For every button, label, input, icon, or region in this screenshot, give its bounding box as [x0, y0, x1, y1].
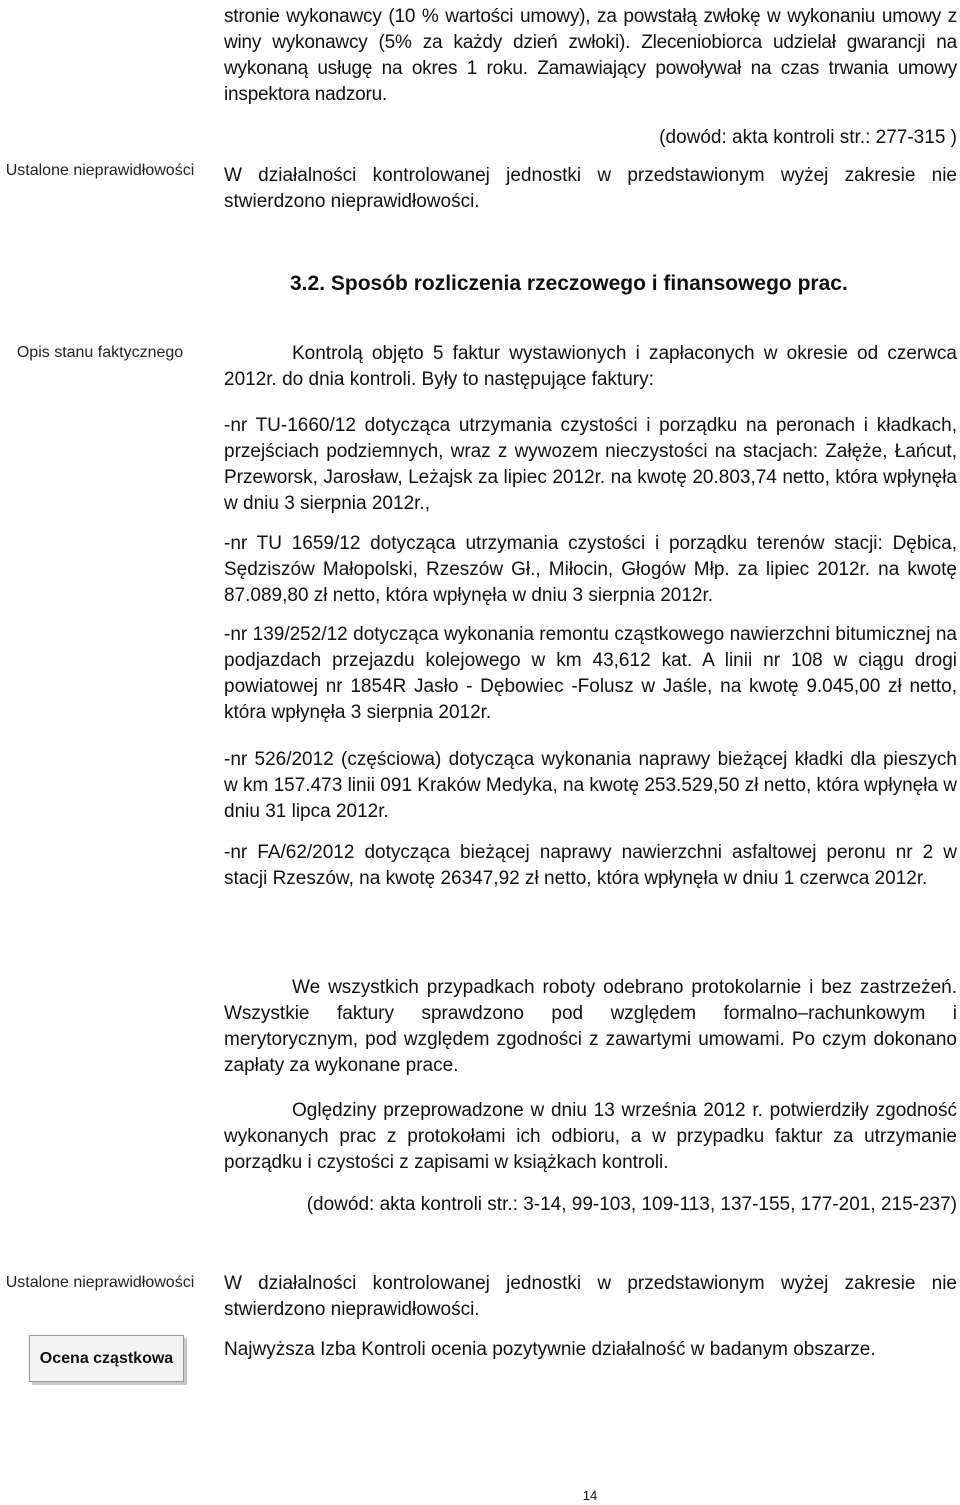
- sidebar-label-facts: Opis stanu faktycznego: [16, 344, 184, 361]
- partial-assessment-box: [29, 1335, 184, 1382]
- finding-paragraph-2: W działalności kontrolowanej jednostki w przedstawionym wyżej zakresie nie stwierdzono nieprawidłowości.: [224, 1273, 957, 1320]
- invoice-item-1: -nr TU-1660/12 dotycząca utrzymania czystości i porządku na peronach i kładkach, przejściach podziemnych, wraz z wywozem nieczystości na stacjach: Załęże, Łańcut, Przeworsk, Jarosław, Leżajsk za lipiec 2012r. na kwotę 20.803,74 netto, która wpłynęła w dniu 3 sierpnia 2012r.,: [224, 415, 957, 514]
- control-scope-paragraph: Kontrolą objęto 5 faktur wystawionych i zapłaconych w okresie od czerwca 2012r. do dnia kontroli. Były to następujące faktury:: [224, 343, 957, 390]
- inspection-paragraph: Oględziny przeprowadzone w dniu 13 września 2012 r. potwierdziły zgodność wykonanych prac z protokołami ich odbioru, a w przypadku faktur za utrzymanie porządku i czystości z zapisami w książkach kontroli.: [224, 1100, 957, 1173]
- evidence-reference-1: (dowód: akta kontroli str.: 277-315 ): [659, 127, 957, 148]
- sidebar-label-findings: Ustalone nieprawidłowości: [5, 162, 195, 179]
- invoice-item-3: -nr 139/252/12 dotycząca wykonania remontu cząstkowego nawierzchni bitumicznej na podjazdach przejazdu kolejowego w km 43,612 kat. A linii nr 108 w ciągu drogi powiatowej nr 1854R Jasło - Dębowiec -Folusz w Jaśle, na kwotę 9.045,00 zł netto, która wpłynęła 3 sierpnia 2012r.: [224, 624, 957, 723]
- finding-paragraph-1: W działalności kontrolowanej jednostki w przedstawionym wyżej zakresie nie stwierdzono nieprawidłowości.: [224, 165, 957, 212]
- invoice-item-2: -nr TU 1659/12 dotycząca utrzymania czystości i porządku terenów stacji: Dębica, Sędziszów Małopolski, Rzeszów Gł., Miłocin, Głogów Młp. za lipiec 2012r. na kwotę 87.089,80 zł netto, która wpłynęła w dniu 3 sierpnia 2012r.: [224, 533, 957, 606]
- assessment-paragraph: Najwyższa Izba Kontroli ocenia pozytywnie działalność w badanym obszarze.: [224, 1339, 876, 1360]
- evidence-reference-2: (dowód: akta kontroli str.: 3-14, 99-103, 109-113, 137-155, 177-201, 215-237): [306, 1194, 957, 1215]
- sidebar-label-findings-2: Ustalone nieprawidłowości: [5, 1274, 195, 1291]
- invoice-item-4: -nr 526/2012 (częściowa) dotycząca wykonania naprawy bieżącej kładki dla pieszych w km 157.473 linii 091 Kraków Medyka, na kwotę 253.529,50 zł netto, która wpłynęła w dniu 31 lipca 2012r.: [224, 749, 957, 822]
- invoice-item-5: -nr FA/62/2012 dotycząca bieżącej naprawy nawierzchni asfaltowej peronu nr 2 w stacji Rzeszów, na kwotę 26347,92 zł netto, która wpłynęła w dniu 1 czerwca 2012r.: [224, 842, 957, 889]
- intro-paragraph: stronie wykonawcy (10 % wartości umowy), za powstałą zwłokę w wykonaniu umowy z winy wykonawcy (5% za każdy dzień zwłoki). Zleceniobiorca udzielał gwarancji na wykonaną usługę na okres 1 roku. Zamawiający powoływał na czas trwania umowy inspektora nadzoru.: [224, 6, 957, 105]
- page-number: 14: [582, 1488, 598, 1503]
- partial-assessment-label: Ocena cząstkowa: [39, 1349, 174, 1367]
- section-heading: 3.2. Sposób rozliczenia rzeczowego i finansowego prac.: [290, 272, 848, 295]
- acceptance-paragraph: We wszystkich przypadkach roboty odebrano protokolarnie i bez zastrzeżeń. Wszystkie faktury sprawdzono pod względem formalno–rachunkowym i merytorycznym, pod względem zgodności z zawartymi umowami. Po czym dokonano zapłaty za wykonane prace.: [224, 977, 957, 1076]
